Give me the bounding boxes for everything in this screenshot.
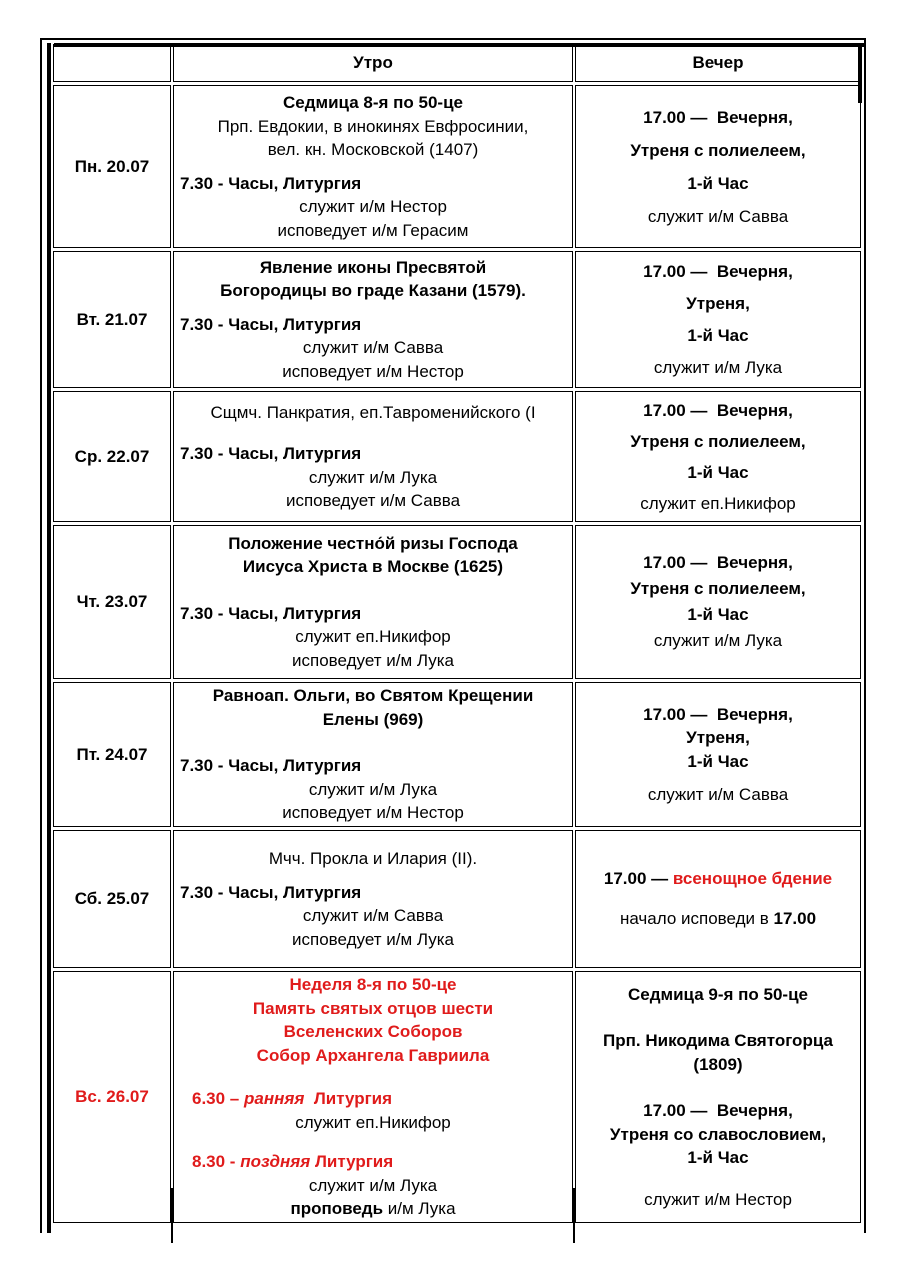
evening-time: 17.00 — [603, 869, 669, 888]
matins: Утреня, [686, 293, 750, 313]
celebrant: служит и/м Савва [302, 338, 444, 358]
evening-cell [575, 85, 861, 248]
first-hour: 1-й Час [687, 173, 749, 193]
sermon [290, 1197, 455, 1221]
evening-cell [575, 971, 861, 1223]
service-time: 7.30 - Часы, Литургия [180, 603, 362, 623]
morning-cell [173, 525, 573, 679]
matins: Утреня, [686, 728, 750, 747]
evening-service [643, 550, 793, 576]
all-night-vigil: всенощное бдение [672, 869, 833, 888]
evening-service [604, 859, 832, 899]
confessor: исповедует и/м Лука [292, 929, 454, 949]
sermon-by: и/м Лука [387, 1199, 456, 1219]
commemoration: Прп. Евдокии, в инокинях Евфросинии, [217, 116, 529, 136]
confessor: исповедует и/м Савва [285, 491, 461, 510]
confession-start [620, 899, 816, 939]
late-kind: поздняя [240, 1152, 311, 1172]
morning-cell [173, 85, 573, 248]
header-evening: Вечер [575, 44, 861, 82]
celebrant: служит и/м Савва [302, 906, 444, 925]
evening-cell [575, 830, 861, 968]
vespers: Вечерня, [716, 400, 793, 420]
celebrant: служит еп.Никифор [295, 627, 451, 647]
celebrant: служит и/м Лука [308, 467, 438, 487]
evening-time: 17.00 — [643, 553, 708, 572]
day-cell: Чт. 23.07 [53, 525, 171, 679]
feast-title: Седмица 8-я по 50-це [283, 93, 463, 112]
vespers: Вечерня, [716, 1101, 793, 1121]
celebrant: служит и/м Лука [308, 1175, 438, 1195]
sermon-label: проповедь [290, 1199, 384, 1219]
evening-service [643, 703, 793, 727]
confession-label: начало исповеди в [619, 909, 769, 928]
feast-title: Явление иконы Пресвятой [259, 257, 487, 277]
feast-title: Собор Архангела Гавриила [256, 1045, 490, 1065]
evening-time: 17.00 — [643, 1101, 708, 1121]
late-liturgy [174, 1150, 393, 1174]
day-cell: Ср. 22.07 [53, 391, 171, 522]
evening-service [643, 101, 793, 134]
commemoration: Сщмч. Панкратия, еп.Тавроменийского (I [210, 402, 536, 422]
first-hour: 1-й Час [687, 605, 749, 624]
early-liturgy [174, 1087, 392, 1111]
first-hour: 1-й Час [687, 751, 749, 771]
confessor: исповедует и/м Нестор [282, 803, 464, 823]
morning-cell [173, 391, 573, 522]
frame-line-left-inner [47, 43, 51, 1233]
commemoration: Мчч. Прокла и Илария (II). [268, 849, 478, 868]
evening-cell [575, 682, 861, 827]
day-cell: Сб. 25.07 [53, 830, 171, 968]
celebrant: служит и/м Савва [647, 206, 789, 226]
vespers: Вечерня, [716, 553, 793, 572]
feast-title: Вселенских Соборов [283, 1022, 463, 1042]
week-title: Седмица 9-я по 50-це [628, 984, 808, 1004]
evening-cell [575, 525, 861, 679]
evening-service [643, 1099, 793, 1123]
header-blank-cell [53, 44, 171, 82]
matins: Утреня с полиелеем, [630, 140, 806, 160]
evening-service [643, 256, 793, 288]
header-morning: Утро [173, 44, 573, 82]
feast-title: Неделя 8-я по 50-це [289, 975, 457, 995]
celebrant: служит и/м Нестор [644, 1189, 792, 1209]
feast-title: Равноап. Ольги, во Святом Крещении [212, 686, 534, 706]
vespers: Вечерня, [716, 107, 793, 127]
celebrant: служит и/м Савва [647, 785, 789, 804]
matins: Утреня с полиелеем, [630, 579, 806, 598]
confessor: исповедует и/м Нестор [282, 361, 464, 381]
vespers: Вечерня, [716, 704, 793, 724]
service-time: 7.30 - Часы, Литургия [180, 314, 362, 334]
vespers: Вечерня, [716, 261, 793, 281]
feast-title: Память святых отцов шести [252, 998, 494, 1018]
feast-title: Положение честно́й ризы Господа [228, 533, 518, 553]
evening-time: 17.00 — [643, 400, 708, 420]
day-cell-sunday: Вс. 26.07 [53, 971, 171, 1223]
early-kind: ранняя [244, 1089, 305, 1109]
first-hour: 1-й Час [687, 462, 749, 482]
feast-title: Елены (969) [322, 709, 424, 729]
service-time: 7.30 - Часы, Литургия [180, 444, 362, 463]
matins: Утреня со славословием, [609, 1124, 827, 1144]
first-hour: 1-й Час [687, 325, 749, 345]
service-time: 7.30 - Часы, Литургия [180, 173, 362, 193]
saint: (1809) [693, 1054, 743, 1074]
evening-time: 17.00 — [643, 261, 708, 281]
day-cell: Пн. 20.07 [53, 85, 171, 248]
feast-title: Богородицы во граде Казани (1579). [220, 281, 526, 301]
confessor: исповедует и/м Герасим [277, 220, 469, 240]
frame-line-right-outer [864, 38, 866, 1233]
celebrant: служит и/м Лука [308, 779, 438, 799]
saint: Прп. Никодима Святогорца [603, 1031, 833, 1051]
celebrant: служит и/м Лука [653, 631, 783, 650]
frame-line-left [40, 38, 42, 1233]
late-time: 8.30 - [192, 1152, 236, 1172]
evening-time: 17.00 — [643, 704, 708, 724]
evening-time: 17.00 — [643, 107, 708, 127]
confessor: исповедует и/м Лука [292, 650, 454, 670]
confession-time: 17.00 [773, 909, 817, 928]
evening-cell [575, 251, 861, 388]
celebrant: служит и/м Лука [653, 357, 783, 377]
morning-cell [173, 971, 573, 1223]
late-liturgy-label: Литургия [314, 1152, 394, 1172]
morning-cell [173, 830, 573, 968]
service-time: 7.30 - Часы, Литургия [180, 882, 362, 902]
morning-cell [173, 682, 573, 827]
evening-cell [575, 391, 861, 522]
service-time: 7.30 - Часы, Литургия [180, 756, 362, 776]
feast-title: Иисуса Христа в Москве (1625) [242, 557, 504, 577]
morning-cell [173, 251, 573, 388]
matins: Утреня с полиелеем, [630, 431, 806, 451]
early-time: 6.30 – [192, 1089, 240, 1109]
evening-service [643, 395, 793, 426]
day-cell: Вт. 21.07 [53, 251, 171, 388]
celebrant: служит и/м Нестор [299, 197, 447, 216]
celebrant: служит еп.Никифор [640, 493, 796, 513]
day-cell: Пт. 24.07 [53, 682, 171, 827]
early-liturgy-label: Литургия [313, 1089, 393, 1109]
commemoration: вел. кн. Московской (1407) [267, 140, 479, 159]
celebrant: служит еп.Никифор [295, 1112, 451, 1132]
first-hour: 1-й Час [687, 1148, 749, 1168]
frame-line-top [40, 38, 866, 40]
